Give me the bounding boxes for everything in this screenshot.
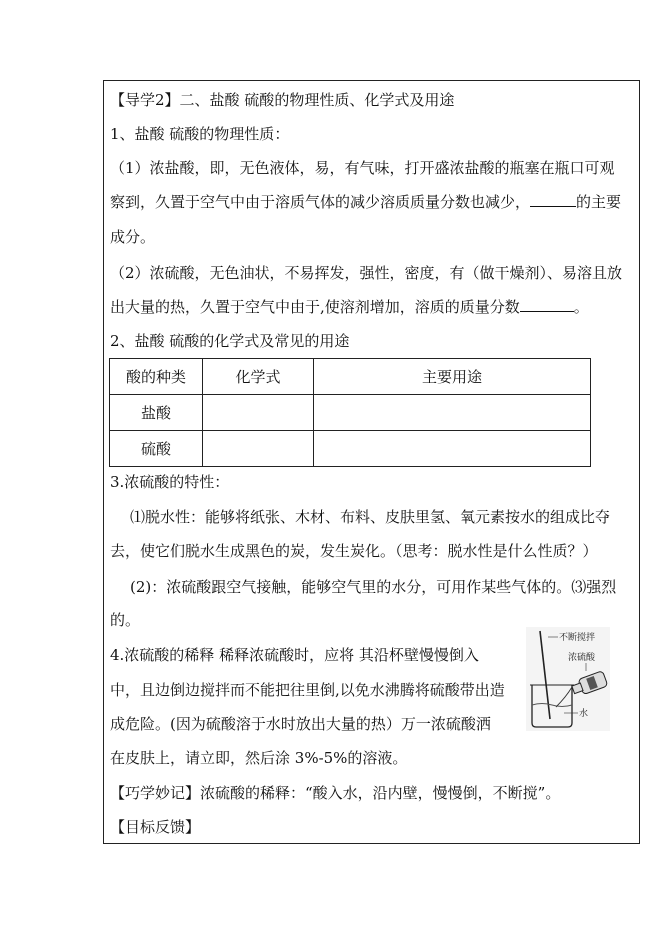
beaker-drawing <box>526 627 610 731</box>
section-heading: 【导学2】二、盐酸 硫酸的物理性质、化学式及用途 <box>110 91 455 109</box>
water-surface <box>532 704 572 707</box>
part1-p2-line2-tail: 。 <box>573 298 589 316</box>
part1-p1-line3: 成分。 <box>110 228 156 246</box>
part1-p1-line1: （1）浓盐酸，即，无色液体，易，有气味，打开盛浓盐酸的瓶塞在瓶口可观 <box>110 159 615 177</box>
table-row <box>110 395 591 431</box>
table-header-cell: 酸的种类 <box>110 359 203 395</box>
table-header-cell: 化学式 <box>203 359 314 395</box>
part1-p1-line2-text: 察到，久置于空气中由于溶质气体的减少溶质质量分数也减少， <box>110 193 531 211</box>
dilution-illustration <box>526 627 610 731</box>
acid-bottle <box>570 671 607 698</box>
table-cell-formula <box>203 395 314 431</box>
part4-line1: 4.浓硫酸的稀释 稀释浓硫酸时，应将 其沿杯壁慢慢倒入 <box>110 646 479 664</box>
feedback-heading: 【目标反馈】 <box>110 818 201 836</box>
answer-blank <box>520 297 574 312</box>
table-cell-formula <box>203 431 314 467</box>
part1-p2-line1: （2）浓硫酸，无色油状，不易挥发，强性，密度，有（做干燥剂）、易溶且放 <box>110 264 623 282</box>
part1-p1-line2 <box>110 192 621 212</box>
part4-line4: 在皮肤上，请立即，然后涂 3%-5%的溶液。 <box>110 749 408 767</box>
part3-line3: (2)：浓硫酸跟空气接触，能够空气里的水分，可用作某些气体的。⑶强烈 <box>130 578 617 596</box>
part1-title: 1、盐酸 硫酸的物理性质： <box>110 125 290 143</box>
part4-line3: 成危险。(因为硫酸溶于水时放出大量的热）万一浓硫酸洒 <box>110 715 491 733</box>
label-stir: 不断搅拌 <box>559 633 596 643</box>
table-cell-acid: 硫酸 <box>110 431 203 467</box>
table-cell-acid: 盐酸 <box>110 395 203 431</box>
table-header-row <box>110 359 591 395</box>
pour-stream <box>556 687 572 707</box>
part4-line2: 中，且边倒边搅拌而不能把往里倒,以免水沸腾将硫酸带出造 <box>110 681 505 699</box>
table-row <box>110 431 591 467</box>
part1-p2-line2 <box>110 297 589 317</box>
part2-title: 2、盐酸 硫酸的化学式及常见的用途 <box>110 332 350 350</box>
label-water: 水 <box>579 709 589 719</box>
glass-rod <box>540 631 550 719</box>
answer-blank <box>530 192 576 207</box>
table-header-cell: 主要用途 <box>314 359 591 395</box>
part3-line2: 去，使它们脱水生成黑色的炭，发生炭化。（思考：脱水性是什么性质？） <box>110 542 598 560</box>
part3-line4: 的。 <box>110 611 141 629</box>
part1-p1-line2-tail: 的主要 <box>576 193 622 211</box>
part3-title: 3.浓硫酸的特性： <box>110 473 230 491</box>
label-acid: 浓硫酸 <box>568 653 596 663</box>
table-cell-use <box>314 431 591 467</box>
acid-usage-table <box>109 358 591 467</box>
part3-line1: ⑴脱水性：能够将纸张、木材、布料、皮肤里氢、氧元素按水的组成比夺 <box>130 508 611 526</box>
table-cell-use <box>314 395 591 431</box>
part1-p2-line2-text: 出大量的热，久置于空气中由于,使溶剂增加，溶质的质量分数 <box>110 298 520 316</box>
mnemonic: 【巧学妙记】浓硫酸的稀释：“酸入水，沿内壁，慢慢倒，不断搅”。 <box>110 784 561 802</box>
